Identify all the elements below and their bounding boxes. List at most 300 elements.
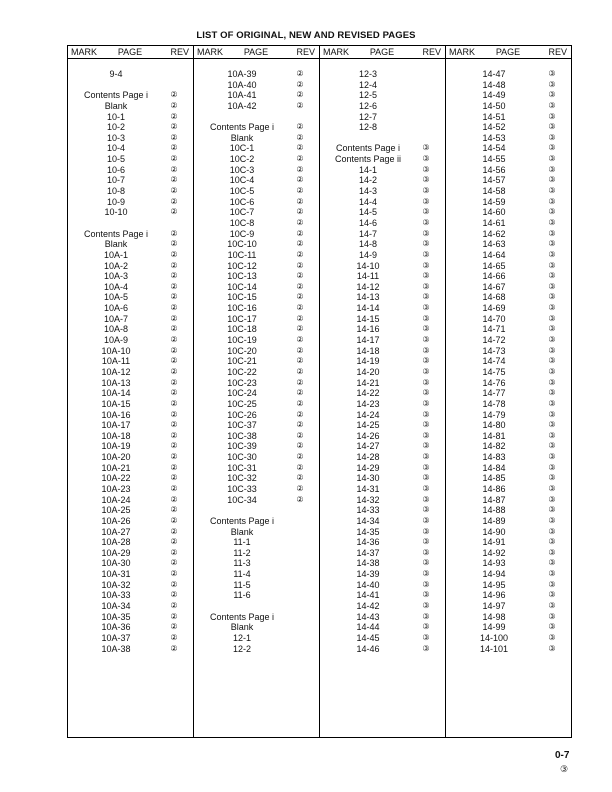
- rev-cell: ③: [422, 303, 430, 313]
- page-cell: 14-101: [479, 643, 509, 654]
- page-cell: 14-47: [482, 69, 506, 79]
- rev-cell: ③: [422, 601, 430, 611]
- page-cell: 10A-39: [227, 69, 257, 79]
- page-cell: 14-25: [356, 420, 380, 431]
- page-cell: 14-67: [482, 281, 506, 292]
- rev-cell: ③: [548, 239, 556, 249]
- rev-cell: ②: [170, 377, 178, 387]
- rev-cell: ③: [548, 207, 556, 217]
- table-row: [68, 324, 193, 335]
- rev-cell: ③: [548, 90, 556, 100]
- table-row: [194, 356, 319, 367]
- rev-cell: ③: [548, 537, 556, 547]
- table-row: [68, 612, 193, 623]
- rev-cell: ②: [170, 207, 178, 217]
- table-row: [194, 473, 319, 484]
- rev-cell: ③: [548, 228, 556, 238]
- table-row: [446, 282, 571, 293]
- page-cell: 14-85: [482, 473, 506, 484]
- table-row: [446, 207, 571, 218]
- rev-cell: ③: [548, 356, 556, 366]
- page-cell: 10A-14: [101, 388, 131, 399]
- page-cell: 10C-4: [229, 175, 255, 186]
- rev-cell: ③: [422, 515, 430, 525]
- page-cell: 14-26: [356, 430, 380, 441]
- table-row: [320, 90, 445, 101]
- table-row: [68, 143, 193, 154]
- rev-cell: ③: [422, 292, 430, 302]
- rev-cell: ③: [548, 217, 556, 227]
- table-row: [194, 633, 319, 644]
- table-row: [68, 558, 193, 569]
- rev-cell: ③: [422, 537, 430, 547]
- page-cell: 10C-18: [227, 324, 257, 335]
- table-row: [320, 165, 445, 176]
- rev-cell: ③: [422, 356, 430, 366]
- table-row: [446, 527, 571, 538]
- page-cell: 14-5: [358, 207, 377, 218]
- rev-cell: ③: [422, 281, 430, 291]
- page-cell: 14-12: [356, 281, 380, 292]
- table-row: [446, 601, 571, 612]
- table-row: [320, 580, 445, 591]
- rev-cell: ②: [296, 260, 304, 270]
- rev-cell: ②: [170, 143, 178, 153]
- rev-cell: ③: [548, 79, 556, 89]
- page-cell: 10-1: [106, 111, 125, 122]
- page-cell: 14-84: [482, 462, 506, 473]
- table-row: [446, 452, 571, 463]
- page-cell: Contents Page i: [83, 90, 149, 101]
- page-cell: 10C-39: [227, 441, 257, 452]
- table-row: [68, 580, 193, 591]
- table-row: [320, 239, 445, 250]
- table-row: [194, 399, 319, 410]
- page-cell: 10C-7: [229, 207, 255, 218]
- page-cell: 10C-12: [227, 260, 257, 271]
- table-row: [446, 612, 571, 623]
- rev-cell: ③: [422, 345, 430, 355]
- table-row: [446, 590, 571, 601]
- rev-cell: ②: [296, 122, 304, 132]
- table-row: [320, 356, 445, 367]
- page-cell: 14-99: [482, 622, 506, 633]
- page-cell: 14-19: [356, 356, 380, 367]
- page-cell: 14-89: [482, 515, 506, 526]
- rev-cell: ②: [170, 249, 178, 259]
- rev-cell: ③: [548, 441, 556, 451]
- table-row: [194, 527, 319, 538]
- table-row: [68, 495, 193, 506]
- page-cell: 14-42: [356, 601, 380, 612]
- table-row: [320, 122, 445, 133]
- table-row: [320, 250, 445, 261]
- table-row: [68, 644, 193, 655]
- page-cell: 14-54: [482, 143, 506, 154]
- rev-cell: ③: [422, 643, 430, 653]
- table-row: [320, 527, 445, 538]
- page-cell: 14-51: [482, 111, 506, 122]
- page-cell: 14-87: [482, 494, 506, 505]
- rev-cell: ③: [548, 398, 556, 408]
- rev-cell: ③: [548, 366, 556, 376]
- page-cell: 14-27: [356, 441, 380, 452]
- table-row: [68, 505, 193, 516]
- table-row: [68, 537, 193, 548]
- table-row: [68, 292, 193, 303]
- table-row: [320, 101, 445, 112]
- column-header: [194, 46, 319, 59]
- page-cell: 10-2: [106, 122, 125, 133]
- page-cell: 14-24: [356, 409, 380, 420]
- table-row: [68, 197, 193, 208]
- page-cell: 14-74: [482, 356, 506, 367]
- table-row: [194, 548, 319, 559]
- page-cell: 14-41: [356, 590, 380, 601]
- table-row: [194, 441, 319, 452]
- table-row: [446, 580, 571, 591]
- rev-cell: ②: [296, 154, 304, 164]
- table-row: [194, 569, 319, 580]
- rev-cell: ③: [422, 175, 430, 185]
- page-cell: 14-100: [479, 632, 509, 643]
- rev-cell: ②: [296, 281, 304, 291]
- table-row: [68, 122, 193, 133]
- rev-cell: ②: [296, 452, 304, 462]
- header-page: PAGE: [243, 47, 269, 57]
- page-cell: Blank: [104, 100, 128, 111]
- header-rev: REV: [296, 47, 315, 57]
- page-cell: 10A-31: [101, 569, 131, 580]
- page-cell: 14-49: [482, 90, 506, 101]
- page-cell: 10A-6: [103, 303, 129, 314]
- rev-cell: ②: [170, 537, 178, 547]
- rev-cell: ③: [548, 494, 556, 504]
- rev-cell: ②: [170, 366, 178, 376]
- rev-cell: ③: [548, 122, 556, 132]
- rev-cell: ②: [170, 547, 178, 557]
- page-cell: 10A-18: [101, 430, 131, 441]
- table-row: [68, 90, 193, 101]
- table-row: [446, 484, 571, 495]
- table-row: [320, 143, 445, 154]
- table-row: [320, 175, 445, 186]
- table-row: [68, 601, 193, 612]
- rev-cell: ②: [296, 388, 304, 398]
- page-cell: 10-4: [106, 143, 125, 154]
- table-row: [194, 292, 319, 303]
- header-page: PAGE: [117, 47, 143, 57]
- table-row: [194, 558, 319, 569]
- rev-cell: ②: [170, 313, 178, 323]
- table-row: [68, 590, 193, 601]
- table-row: [68, 356, 193, 367]
- page-cell: 14-79: [482, 409, 506, 420]
- rev-cell: ②: [170, 483, 178, 493]
- table-row: [68, 346, 193, 357]
- rev-cell: ②: [296, 249, 304, 259]
- rev-cell: ②: [170, 526, 178, 536]
- rev-cell: ③: [422, 324, 430, 334]
- rev-cell: ③: [422, 249, 430, 259]
- header-rev: REV: [170, 47, 189, 57]
- rev-cell: ③: [548, 483, 556, 493]
- page-cell: 10C-8: [229, 217, 255, 228]
- page-cell: 10C-34: [227, 494, 257, 505]
- column-rows: [446, 59, 571, 654]
- rev-cell: ②: [296, 186, 304, 196]
- rev-cell: ②: [296, 132, 304, 142]
- table-row: [194, 484, 319, 495]
- page-cell: 14-59: [482, 196, 506, 207]
- table-row: [68, 473, 193, 484]
- page-cell: 11-5: [233, 579, 251, 590]
- page-cell: 11-1: [233, 537, 251, 548]
- table-row: [194, 580, 319, 591]
- rev-cell: ③: [548, 409, 556, 419]
- rev-cell: ③: [422, 239, 430, 249]
- page-cell: Contents Page i: [83, 228, 149, 239]
- table-row: [194, 622, 319, 633]
- table-row: [446, 388, 571, 399]
- page-cell: 11-2: [233, 547, 251, 558]
- page-cell: 10A-22: [101, 473, 131, 484]
- rev-cell: ②: [170, 632, 178, 642]
- page-cell: 14-1: [358, 164, 377, 175]
- table-row: [194, 601, 319, 612]
- table-row: [320, 410, 445, 421]
- rev-cell: ③: [422, 483, 430, 493]
- table-row: [320, 463, 445, 474]
- rev-cell: ②: [170, 228, 178, 238]
- page-cell: 10-5: [106, 154, 125, 165]
- table-row: [320, 495, 445, 506]
- rev-cell: ②: [296, 271, 304, 281]
- table-row: [446, 69, 571, 80]
- rev-cell: ③: [548, 569, 556, 579]
- table-row: [320, 282, 445, 293]
- column-header: [68, 46, 193, 59]
- rev-cell: ③: [548, 292, 556, 302]
- page-cell: 12-4: [358, 79, 377, 90]
- page-cell: 14-96: [482, 590, 506, 601]
- rev-cell: ②: [170, 569, 178, 579]
- table-row: [194, 335, 319, 346]
- table-row: [320, 537, 445, 548]
- page-cell: 14-29: [356, 462, 380, 473]
- rev-cell: ②: [170, 239, 178, 249]
- rev-cell: ③: [548, 643, 556, 653]
- table-row: [446, 644, 571, 655]
- page-cell: 14-20: [356, 366, 380, 377]
- table-row: [68, 175, 193, 186]
- table-row: [194, 463, 319, 474]
- page-cell: 10A-1: [103, 249, 129, 260]
- page-cell: 10A-19: [101, 441, 131, 452]
- rev-cell: ③: [548, 547, 556, 557]
- table-row: [446, 558, 571, 569]
- table-row: [194, 452, 319, 463]
- page-cell: 10C-20: [227, 345, 257, 356]
- table-row: [194, 261, 319, 272]
- rev-cell: ②: [170, 260, 178, 270]
- page-cell: 10A-38: [101, 643, 131, 654]
- table-row: [320, 484, 445, 495]
- page-cell: 14-86: [482, 483, 506, 494]
- table-row: [194, 165, 319, 176]
- rev-cell: ②: [170, 388, 178, 398]
- page-cell: 14-58: [482, 186, 506, 197]
- page-cell: 14-46: [356, 643, 380, 654]
- rev-cell: ③: [422, 494, 430, 504]
- page-cell: 14-6: [358, 217, 377, 228]
- page-cell: 10C-6: [229, 196, 255, 207]
- rev-cell: ③: [422, 196, 430, 206]
- table-row: [68, 527, 193, 538]
- table-row: [68, 271, 193, 282]
- table-row: [446, 112, 571, 123]
- rev-cell: ③: [422, 462, 430, 472]
- page-cell: 14-66: [482, 271, 506, 282]
- table-row: [68, 378, 193, 389]
- page-cell: 10A-36: [101, 622, 131, 633]
- rev-cell: ③: [422, 547, 430, 557]
- header-mark: MARK: [449, 47, 476, 57]
- table-row: [320, 335, 445, 346]
- header-rev: REV: [422, 47, 441, 57]
- rev-cell: ②: [296, 324, 304, 334]
- table-row: [68, 452, 193, 463]
- table-row: [68, 622, 193, 633]
- rev-cell: ②: [170, 579, 178, 589]
- table-row: [194, 590, 319, 601]
- rev-cell: ②: [170, 303, 178, 313]
- rev-cell: ②: [296, 207, 304, 217]
- table-row: [320, 314, 445, 325]
- rev-cell: ③: [548, 281, 556, 291]
- rev-cell: ②: [296, 473, 304, 483]
- page-cell: 14-88: [482, 505, 506, 516]
- table-row: [320, 548, 445, 559]
- rev-cell: ②: [170, 462, 178, 472]
- page-cell: 10C-32: [227, 473, 257, 484]
- rev-cell: ③: [422, 430, 430, 440]
- table-row: [194, 431, 319, 442]
- page-cell: 10C-16: [227, 303, 257, 314]
- page-cell: 10C-15: [227, 292, 257, 303]
- table-row: [194, 90, 319, 101]
- rev-cell: ③: [548, 186, 556, 196]
- table-row: [320, 69, 445, 80]
- rev-cell: ③: [422, 335, 430, 345]
- page-cell: 14-90: [482, 526, 506, 537]
- table-row: [446, 143, 571, 154]
- rev-cell: ③: [548, 335, 556, 345]
- table-row: [68, 335, 193, 346]
- table-row: [320, 601, 445, 612]
- page-cell: Contents Page i: [209, 122, 275, 133]
- page-cell: 12-7: [358, 111, 377, 122]
- table-row: [194, 537, 319, 548]
- table-row: [320, 197, 445, 208]
- rev-cell: ②: [170, 515, 178, 525]
- table-row: [194, 612, 319, 623]
- table-row: [194, 133, 319, 144]
- page-cell: 10C-5: [229, 186, 255, 197]
- rev-cell: ③: [548, 111, 556, 121]
- page-cell: 10A-24: [101, 494, 131, 505]
- rev-cell: ③: [548, 69, 556, 78]
- table-row: [446, 186, 571, 197]
- table-row: [194, 229, 319, 240]
- rev-cell: ②: [296, 345, 304, 355]
- rev-cell: ②: [296, 430, 304, 440]
- page-cell: 14-9: [358, 249, 377, 260]
- page-cell: 10A-29: [101, 547, 131, 558]
- rev-cell: ③: [548, 622, 556, 632]
- rev-cell: ②: [296, 335, 304, 345]
- page-cell: 14-11: [356, 271, 380, 282]
- page-cell: 14-70: [482, 313, 506, 324]
- table-row: [68, 420, 193, 431]
- rev-cell: ③: [548, 505, 556, 515]
- page-cell: 10C-9: [229, 228, 255, 239]
- page-cell: 10C-13: [227, 271, 257, 282]
- rev-cell: ②: [296, 356, 304, 366]
- rev-cell: ②: [296, 228, 304, 238]
- rev-cell: ②: [170, 611, 178, 621]
- table-row: [446, 378, 571, 389]
- rev-cell: ③: [422, 154, 430, 164]
- page-cell: 14-98: [482, 611, 506, 622]
- table-row: [320, 590, 445, 601]
- table-column-1: [68, 46, 193, 737]
- header-mark: MARK: [323, 47, 350, 57]
- rev-cell: ③: [548, 271, 556, 281]
- page-cell: 14-43: [356, 611, 380, 622]
- rev-cell: ②: [170, 345, 178, 355]
- table-row: [68, 569, 193, 580]
- page-cell: 10A-26: [101, 515, 131, 526]
- rev-cell: ②: [170, 420, 178, 430]
- table-row: [446, 356, 571, 367]
- rev-cell: ③: [548, 452, 556, 462]
- page-cell: 14-15: [356, 313, 380, 324]
- table-row: [320, 644, 445, 655]
- page-cell: 14-22: [356, 388, 380, 399]
- page-cell: 14-21: [356, 377, 380, 388]
- rev-cell: ②: [170, 132, 178, 142]
- table-row: [446, 569, 571, 580]
- page-cell: 14-31: [356, 483, 380, 494]
- rev-cell: ②: [296, 377, 304, 387]
- page-cell: Contents Page i: [335, 143, 401, 154]
- table-row: [194, 239, 319, 250]
- table-row: [68, 431, 193, 442]
- rev-cell: ②: [296, 79, 304, 89]
- table-row: [446, 633, 571, 644]
- table-row: [68, 133, 193, 144]
- rev-cell: ③: [548, 462, 556, 472]
- page-cell: 10A-8: [103, 324, 129, 335]
- page-cell: 14-44: [356, 622, 380, 633]
- table-row: [194, 282, 319, 293]
- page-cell: 10-9: [106, 196, 125, 207]
- page-cell: 14-78: [482, 398, 506, 409]
- rev-cell: ③: [422, 579, 430, 589]
- rev-cell: ③: [422, 409, 430, 419]
- rev-cell: ③: [422, 228, 430, 238]
